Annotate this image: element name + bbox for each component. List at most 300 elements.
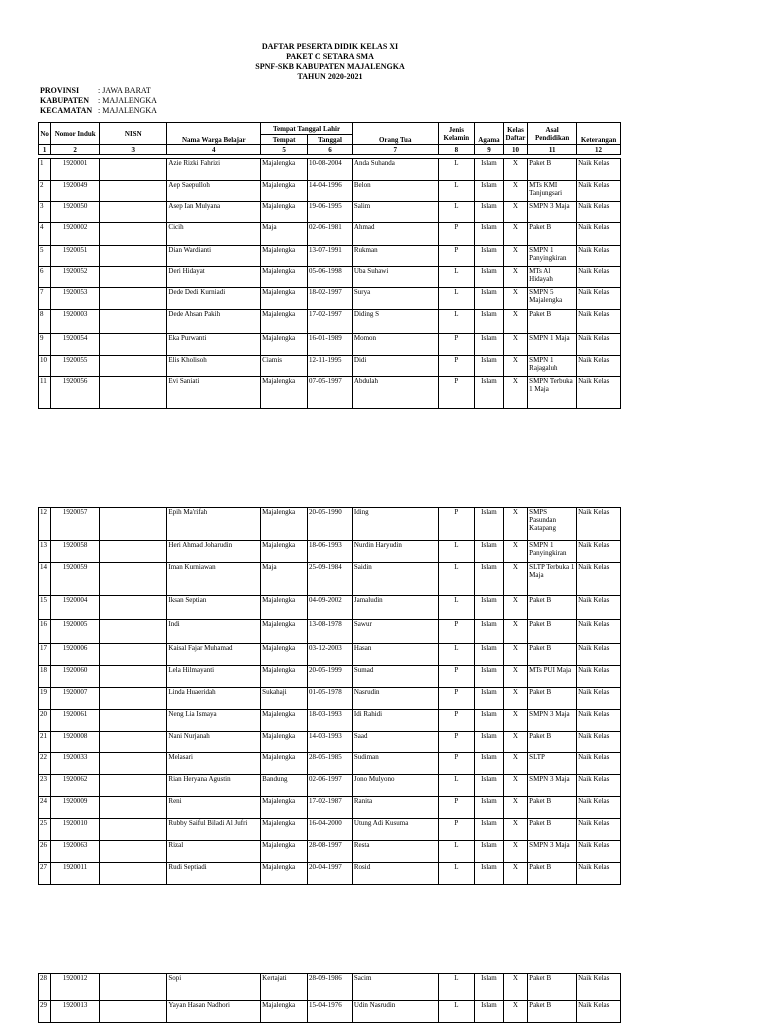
cell-kelas: X (503, 644, 527, 666)
cell-keterangan: Naik Kelas (577, 508, 621, 541)
cell-nomor-induk: 1920003 (51, 310, 100, 334)
cell-tempat: Majalengka (261, 1001, 308, 1023)
header-kelas-daftar: Kelas Daftar (503, 123, 527, 145)
cell-nama: Rizal (167, 841, 261, 863)
cell-tanggal: 02-06-1981 (308, 223, 353, 246)
cell-tanggal: 20-04-1997 (308, 863, 353, 885)
cell-tempat: Majalengka (261, 819, 308, 841)
table-row (39, 334, 621, 356)
cell-orang-tua: Utung Adi Kusuma (352, 819, 438, 841)
cell-keterangan: Naik Kelas (577, 974, 621, 1001)
cell-tempat: Majalengka (261, 159, 308, 181)
table-row (39, 202, 621, 223)
cell-orang-tua: Hasan (352, 644, 438, 666)
cell-keterangan: Naik Kelas (577, 863, 621, 885)
table-row (39, 356, 621, 377)
cell-tanggal: 20-05-1990 (308, 508, 353, 541)
cell-keterangan: Naik Kelas (577, 159, 621, 181)
cell-nisn (100, 288, 167, 310)
table-row (39, 732, 621, 753)
cell-asal-pendidikan: Paket B (528, 819, 577, 841)
cell-agama: Islam (475, 267, 504, 288)
cell-tanggal: 18-06-1993 (308, 541, 353, 563)
cell-keterangan: Naik Kelas (577, 356, 621, 377)
cell-jenis-kelamin: L (438, 541, 475, 563)
cell-nama: Rudi Septiadi (167, 863, 261, 885)
cell-orang-tua: Sudiman (352, 753, 438, 775)
cell-nisn (100, 1001, 167, 1023)
cell-no: 7 (39, 288, 51, 310)
cell-agama: Islam (475, 223, 504, 246)
cell-tanggal: 28-05-1985 (308, 753, 353, 775)
table-row (39, 863, 621, 885)
cell-nomor-induk: 1920004 (51, 596, 100, 620)
cell-orang-tua: Ahmad (352, 223, 438, 246)
column-number: 10 (503, 145, 527, 155)
cell-jenis-kelamin: P (438, 620, 475, 644)
cell-asal-pendidikan: Paket B (528, 688, 577, 710)
cell-tempat: Maja (261, 223, 308, 246)
cell-nama: Iman Kurniawan (167, 563, 261, 596)
cell-tanggal: 28-09-1986 (308, 974, 353, 1001)
cell-kelas: X (503, 819, 527, 841)
cell-no: 21 (39, 732, 51, 753)
cell-asal-pendidikan: SLTP (528, 753, 577, 775)
cell-nama: Rubby Saiful Biladi Al Jufri (167, 819, 261, 841)
cell-kelas: X (503, 753, 527, 775)
table-row (39, 181, 621, 202)
cell-asal-pendidikan: SMPN 3 Maja (528, 710, 577, 732)
table-row (39, 644, 621, 666)
cell-nisn (100, 356, 167, 377)
cell-jenis-kelamin: P (438, 356, 475, 377)
cell-nisn (100, 797, 167, 819)
cell-tempat: Sukahaji (261, 688, 308, 710)
column-number: 11 (528, 145, 577, 155)
cell-keterangan: Naik Kelas (577, 666, 621, 688)
header-nisn: NISN (100, 123, 167, 145)
cell-nama: Deri Hidayat (167, 267, 261, 288)
cell-jenis-kelamin: L (438, 974, 475, 1001)
cell-asal-pendidikan: SMPS Pasundan Katapang (528, 508, 577, 541)
cell-nomor-induk: 1920059 (51, 563, 100, 596)
cell-kelas: X (503, 267, 527, 288)
student-table-part (38, 158, 621, 409)
cell-jenis-kelamin: L (438, 267, 475, 288)
cell-nisn (100, 644, 167, 666)
cell-agama: Islam (475, 620, 504, 644)
cell-agama: Islam (475, 202, 504, 223)
cell-tempat: Majalengka (261, 797, 308, 819)
cell-nomor-induk: 1920008 (51, 732, 100, 753)
student-table-part (38, 973, 621, 1023)
cell-asal-pendidikan: Paket B (528, 620, 577, 644)
cell-kelas: X (503, 310, 527, 334)
cell-tanggal: 17-02-1987 (308, 797, 353, 819)
cell-nama: Iksan Septian (167, 596, 261, 620)
cell-no: 17 (39, 644, 51, 666)
cell-nomor-induk: 1920063 (51, 841, 100, 863)
cell-no: 14 (39, 563, 51, 596)
region-info (40, 86, 157, 116)
cell-tempat: Maja (261, 563, 308, 596)
cell-tanggal: 19-06-1995 (308, 202, 353, 223)
cell-orang-tua: Salim (352, 202, 438, 223)
cell-no: 16 (39, 620, 51, 644)
cell-nomor-induk: 1920002 (51, 223, 100, 246)
cell-nama: Nani Nurjanah (167, 732, 261, 753)
cell-nisn (100, 596, 167, 620)
table-row (39, 797, 621, 819)
cell-kelas: X (503, 841, 527, 863)
cell-tanggal: 12-11-1995 (308, 356, 353, 377)
cell-keterangan: Naik Kelas (577, 753, 621, 775)
cell-orang-tua: Rosid (352, 863, 438, 885)
cell-keterangan: Naik Kelas (577, 202, 621, 223)
cell-jenis-kelamin: L (438, 202, 475, 223)
cell-orang-tua: Sumad (352, 666, 438, 688)
cell-no: 19 (39, 688, 51, 710)
cell-no: 13 (39, 541, 51, 563)
cell-no: 26 (39, 841, 51, 863)
header-asal-pendidikan: Asal Pendidikan (528, 123, 577, 145)
region-label: PROVINSI (40, 86, 80, 95)
cell-asal-pendidikan: Paket B (528, 1001, 577, 1023)
cell-nisn (100, 334, 167, 356)
region-row (40, 106, 157, 116)
cell-orang-tua: Saad (352, 732, 438, 753)
table-row (39, 753, 621, 775)
cell-agama: Islam (475, 710, 504, 732)
column-number: 9 (475, 145, 504, 155)
cell-nama: Epih Ma'rifah (167, 508, 261, 541)
cell-tanggal: 28-08-1997 (308, 841, 353, 863)
table-row (39, 267, 621, 288)
header-tanggal: Tanggal (308, 135, 353, 145)
cell-kelas: X (503, 246, 527, 267)
table-row (39, 688, 621, 710)
cell-no: 1 (39, 159, 51, 181)
cell-no: 2 (39, 181, 51, 202)
cell-tempat: Majalengka (261, 377, 308, 409)
cell-agama: Islam (475, 541, 504, 563)
cell-tanggal: 07-05-1997 (308, 377, 353, 409)
cell-keterangan: Naik Kelas (577, 288, 621, 310)
cell-nomor-induk: 1920049 (51, 181, 100, 202)
column-number: 4 (167, 145, 261, 155)
cell-tempat: Majalengka (261, 541, 308, 563)
cell-no: 6 (39, 267, 51, 288)
cell-agama: Islam (475, 863, 504, 885)
cell-orang-tua: Sacim (352, 974, 438, 1001)
cell-nama: Elis Kholisoh (167, 356, 261, 377)
cell-no: 23 (39, 775, 51, 797)
region-label: KABUPATEN (40, 96, 90, 105)
cell-nisn (100, 732, 167, 753)
cell-kelas: X (503, 223, 527, 246)
cell-nisn (100, 688, 167, 710)
cell-kelas: X (503, 974, 527, 1001)
cell-no: 3 (39, 202, 51, 223)
cell-nisn (100, 310, 167, 334)
cell-kelas: X (503, 181, 527, 202)
table-row (39, 541, 621, 563)
cell-orang-tua: Nasrudin (352, 688, 438, 710)
cell-nisn (100, 620, 167, 644)
cell-orang-tua: Ranita (352, 797, 438, 819)
cell-tempat: Majalengka (261, 508, 308, 541)
cell-orang-tua: Jono Mulyono (352, 775, 438, 797)
cell-agama: Islam (475, 732, 504, 753)
cell-tanggal: 15-04-1976 (308, 1001, 353, 1023)
table-row (39, 508, 621, 541)
cell-tanggal: 14-04-1996 (308, 181, 353, 202)
cell-keterangan: Naik Kelas (577, 246, 621, 267)
cell-keterangan: Naik Kelas (577, 819, 621, 841)
column-number: 12 (577, 145, 621, 155)
cell-nama: Rian Heryana Agustin (167, 775, 261, 797)
cell-keterangan: Naik Kelas (577, 620, 621, 644)
cell-no: 20 (39, 710, 51, 732)
cell-nama: Cicih (167, 223, 261, 246)
cell-orang-tua: Saidin (352, 563, 438, 596)
cell-keterangan: Naik Kelas (577, 841, 621, 863)
cell-tanggal: 16-04-2000 (308, 819, 353, 841)
cell-tanggal: 04-09-2002 (308, 596, 353, 620)
cell-agama: Islam (475, 596, 504, 620)
table-row (39, 710, 621, 732)
cell-agama: Islam (475, 688, 504, 710)
cell-no: 4 (39, 223, 51, 246)
cell-asal-pendidikan: SMPN 3 Maja (528, 202, 577, 223)
cell-nisn (100, 863, 167, 885)
cell-nama: Kaisal Fajar Muhamad (167, 644, 261, 666)
cell-kelas: X (503, 288, 527, 310)
cell-kelas: X (503, 863, 527, 885)
cell-nama: Neng Lia Ismaya (167, 710, 261, 732)
cell-jenis-kelamin: L (438, 288, 475, 310)
cell-agama: Islam (475, 974, 504, 1001)
cell-nomor-induk: 1920006 (51, 644, 100, 666)
region-label: KECAMATAN (40, 106, 93, 115)
cell-agama: Islam (475, 310, 504, 334)
cell-nomor-induk: 1920010 (51, 819, 100, 841)
column-number: 5 (261, 145, 308, 155)
cell-jenis-kelamin: L (438, 841, 475, 863)
cell-nisn (100, 666, 167, 688)
cell-jenis-kelamin: L (438, 644, 475, 666)
table-row (39, 819, 621, 841)
cell-agama: Islam (475, 159, 504, 181)
table-row (39, 1001, 621, 1023)
cell-asal-pendidikan: MTs KMI Tanjungsari (528, 181, 577, 202)
column-number: 1 (39, 145, 51, 155)
header-jenis-kelamin: Jenis Kelamin (438, 123, 475, 145)
cell-agama: Islam (475, 819, 504, 841)
cell-nama: Aep Saepulloh (167, 181, 261, 202)
cell-agama: Islam (475, 644, 504, 666)
cell-jenis-kelamin: P (438, 508, 475, 541)
cell-nama: Reni (167, 797, 261, 819)
cell-nomor-induk: 1920051 (51, 246, 100, 267)
cell-jenis-kelamin: L (438, 596, 475, 620)
cell-nomor-induk: 1920012 (51, 974, 100, 1001)
cell-agama: Islam (475, 775, 504, 797)
cell-tanggal: 16-01-1989 (308, 334, 353, 356)
cell-agama: Islam (475, 508, 504, 541)
cell-jenis-kelamin: L (438, 181, 475, 202)
table-row (39, 563, 621, 596)
cell-tanggal: 13-07-1991 (308, 246, 353, 267)
cell-asal-pendidikan: SLTP Terbuka 1 Maja (528, 563, 577, 596)
cell-tanggal: 01-05-1978 (308, 688, 353, 710)
cell-kelas: X (503, 775, 527, 797)
cell-jenis-kelamin: P (438, 377, 475, 409)
cell-jenis-kelamin: L (438, 159, 475, 181)
cell-nama: Azie Rizki Fahrizi (167, 159, 261, 181)
cell-orang-tua: Nurdin Haryudin (352, 541, 438, 563)
table-row (39, 377, 621, 409)
cell-orang-tua: Surya (352, 288, 438, 310)
region-value: : JAWA BARAT (98, 86, 151, 95)
column-number: 3 (100, 145, 167, 155)
cell-orang-tua: Sawur (352, 620, 438, 644)
table-row (39, 246, 621, 267)
cell-no: 8 (39, 310, 51, 334)
region-value: : MAJALENGKA (98, 96, 157, 105)
title-line: PAKET C SETARA SMA (286, 52, 374, 61)
cell-keterangan: Naik Kelas (577, 644, 621, 666)
cell-jenis-kelamin: L (438, 863, 475, 885)
cell-agama: Islam (475, 356, 504, 377)
cell-jenis-kelamin: P (438, 732, 475, 753)
cell-nisn (100, 159, 167, 181)
cell-keterangan: Naik Kelas (577, 732, 621, 753)
cell-nama: Asep Ian Mulyana (167, 202, 261, 223)
cell-orang-tua: Idi Rahidi (352, 710, 438, 732)
cell-keterangan: Naik Kelas (577, 797, 621, 819)
table-row (39, 775, 621, 797)
cell-tanggal: 03-12-2003 (308, 644, 353, 666)
cell-agama: Islam (475, 797, 504, 819)
cell-agama: Islam (475, 181, 504, 202)
cell-nomor-induk: 1920053 (51, 288, 100, 310)
cell-kelas: X (503, 688, 527, 710)
cell-orang-tua: Belon (352, 181, 438, 202)
cell-agama: Islam (475, 563, 504, 596)
cell-kelas: X (503, 377, 527, 409)
cell-no: 29 (39, 1001, 51, 1023)
cell-asal-pendidikan: Paket B (528, 310, 577, 334)
cell-tempat: Majalengka (261, 841, 308, 863)
cell-nama: Dede Dedi Kurniadi (167, 288, 261, 310)
cell-keterangan: Naik Kelas (577, 596, 621, 620)
cell-tanggal: 17-02-1997 (308, 310, 353, 334)
column-number: 8 (438, 145, 475, 155)
cell-nomor-induk: 1920061 (51, 710, 100, 732)
cell-keterangan: Naik Kelas (577, 267, 621, 288)
header-ttl: Tempat Tanggal Lahir (261, 123, 353, 135)
cell-kelas: X (503, 732, 527, 753)
cell-orang-tua: Jamaludin (352, 596, 438, 620)
table-header (38, 122, 621, 155)
cell-nisn (100, 710, 167, 732)
cell-asal-pendidikan: SMPN 1 Rajagaluh (528, 356, 577, 377)
cell-orang-tua: Abdulah (352, 377, 438, 409)
table-row (39, 666, 621, 688)
table-row (39, 159, 621, 181)
cell-orang-tua: Iding (352, 508, 438, 541)
cell-nomor-induk: 1920052 (51, 267, 100, 288)
cell-no: 11 (39, 377, 51, 409)
cell-nomor-induk: 1920055 (51, 356, 100, 377)
cell-nomor-induk: 1920009 (51, 797, 100, 819)
cell-orang-tua: Uba Suhawi (352, 267, 438, 288)
header-tempat: Tempat (261, 135, 308, 145)
cell-kelas: X (503, 1001, 527, 1023)
cell-nisn (100, 563, 167, 596)
cell-agama: Islam (475, 246, 504, 267)
cell-keterangan: Naik Kelas (577, 334, 621, 356)
cell-nisn (100, 223, 167, 246)
cell-asal-pendidikan: Paket B (528, 644, 577, 666)
cell-tanggal: 05-06-1998 (308, 267, 353, 288)
cell-tanggal: 25-09-1984 (308, 563, 353, 596)
cell-orang-tua: Diding S (352, 310, 438, 334)
cell-tempat: Majalengka (261, 267, 308, 288)
cell-kelas: X (503, 596, 527, 620)
cell-nomor-induk: 1920054 (51, 334, 100, 356)
cell-nisn (100, 202, 167, 223)
cell-nama: Lela Hilmayanti (167, 666, 261, 688)
cell-no: 10 (39, 356, 51, 377)
cell-agama: Islam (475, 666, 504, 688)
cell-jenis-kelamin: P (438, 246, 475, 267)
cell-asal-pendidikan: Paket B (528, 596, 577, 620)
cell-no: 25 (39, 819, 51, 841)
cell-nama: Yayan Hasan Nadhori (167, 1001, 261, 1023)
cell-tanggal: 10-08-2004 (308, 159, 353, 181)
cell-tempat: Majalengka (261, 863, 308, 885)
cell-tempat: Majalengka (261, 288, 308, 310)
cell-keterangan: Naik Kelas (577, 1001, 621, 1023)
cell-nama: Linda Huaeridah (167, 688, 261, 710)
cell-keterangan: Naik Kelas (577, 310, 621, 334)
cell-no: 9 (39, 334, 51, 356)
table-row (39, 288, 621, 310)
cell-agama: Islam (475, 377, 504, 409)
cell-kelas: X (503, 202, 527, 223)
cell-tanggal: 13-08-1978 (308, 620, 353, 644)
cell-jenis-kelamin: P (438, 688, 475, 710)
cell-no: 28 (39, 974, 51, 1001)
cell-orang-tua: Rukman (352, 246, 438, 267)
cell-keterangan: Naik Kelas (577, 563, 621, 596)
column-number-row (39, 145, 621, 155)
region-value: : MAJALENGKA (98, 106, 157, 115)
student-table-part (38, 507, 621, 885)
cell-kelas: X (503, 541, 527, 563)
cell-nomor-induk: 1920057 (51, 508, 100, 541)
cell-kelas: X (503, 620, 527, 644)
table-row (39, 841, 621, 863)
cell-tanggal: 14-03-1993 (308, 732, 353, 753)
cell-orang-tua: Anda Suhanda (352, 159, 438, 181)
cell-tempat: Majalengka (261, 334, 308, 356)
cell-jenis-kelamin: L (438, 1001, 475, 1023)
cell-nama: Indi (167, 620, 261, 644)
cell-tempat: Bandung (261, 775, 308, 797)
